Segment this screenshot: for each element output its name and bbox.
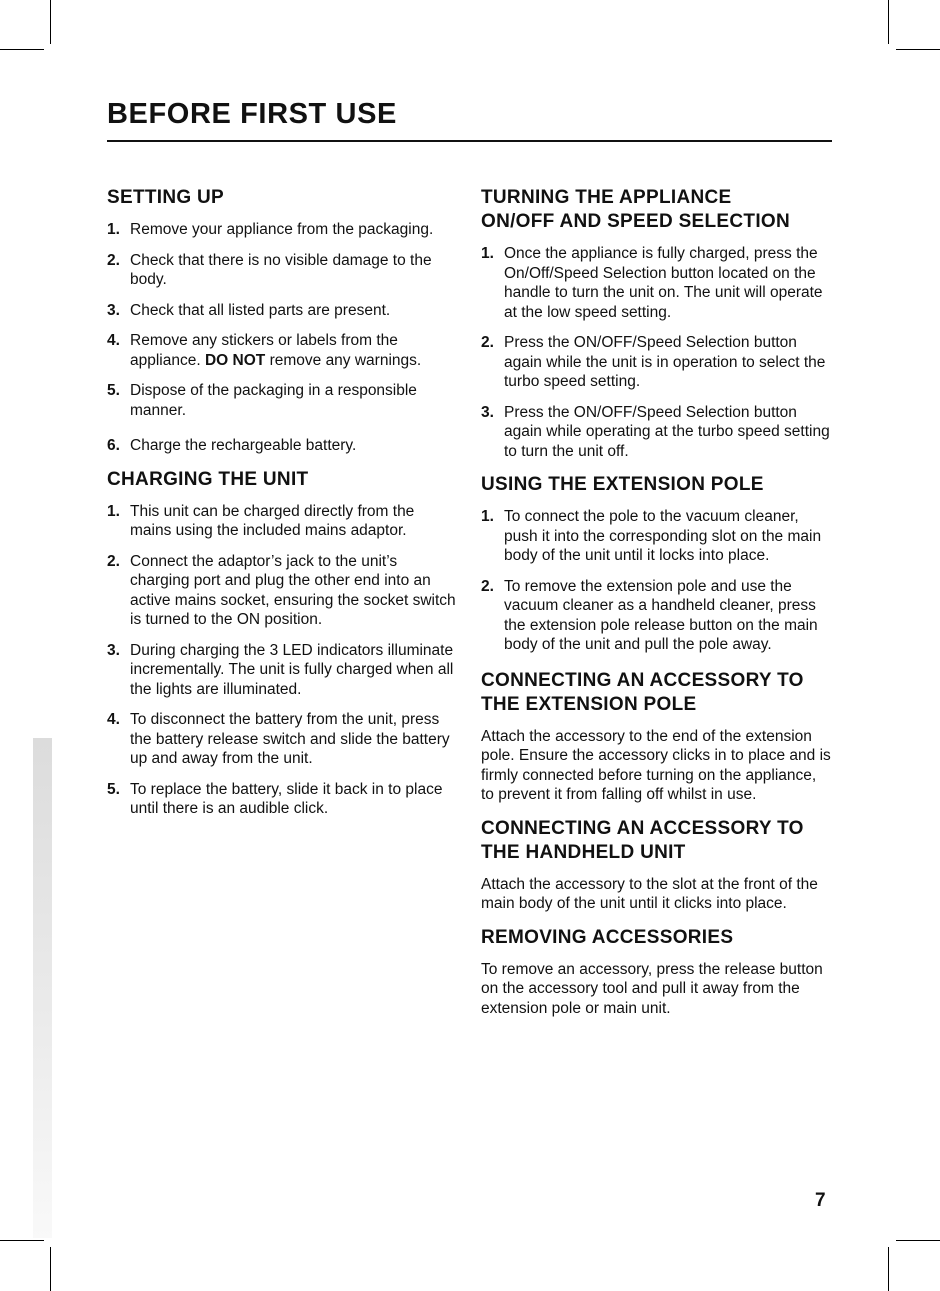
page-number: 7 [815,1190,826,1211]
crop-mark-top-right-h [896,49,940,50]
accessory-handheld-title-line1: CONNECTING AN ACCESSORY TO [481,817,804,839]
accessory-handheld-text: Attach the accessory to the slot at the front of the main body of the unit until it clicks into place. [481,875,818,912]
item-number: 1. [107,221,120,238]
item-text: Dispose of the packaging in a responsible manner. [130,382,417,419]
item-text: To connect the pole to the vacuum cleaner, push it into the corresponding slot on the main body of the unit until it locks into place. [504,508,822,564]
crop-mark-bottom-left-h [0,1240,44,1241]
item-number: 1. [107,502,120,520]
charging-list [107,502,457,819]
item-text: To replace the battery, slide it back in to place until there is an audible click. [130,780,443,817]
item-number: 4. [107,332,120,349]
item-number: 1. [481,245,494,262]
accessory-handheld-title-line2: THE HANDHELD UNIT [481,841,686,863]
accessory-pole-text: Attach the accessory to the end of the extension pole. Ensure the accessory clicks in to place and is firmly connected before turning on the appliance, to prevent it from falling off whilst in use. [481,727,831,803]
list-item [107,552,457,630]
item-text: Charge the rechargeable battery. [130,437,357,454]
extension-pole-title: USING THE EXTENSION POLE [481,474,764,495]
crop-mark-bottom-right-h [896,1240,940,1241]
item-text: Check that all listed parts are present. [130,301,391,319]
warning-emphasis: DO NOT [204,351,266,369]
item-text: To disconnect the battery from the unit, press the battery release switch and slide the battery up and away from the unit. [130,711,450,767]
accessory-pole-title [481,669,833,717]
extension-pole-list [481,507,833,655]
accessory-pole-title-line2: THE EXTENSION POLE [481,693,697,715]
page-title: BEFORE FIRST USE [107,98,397,130]
list-item [107,710,457,769]
item-number: 5. [107,780,120,798]
list-item [107,331,457,370]
turning-on-list [481,244,833,461]
item-number: 2. [481,334,494,351]
item-text-post: remove any warnings. [265,351,422,369]
item-text: This unit can be charged directly from the mains using the included mains adaptor. [130,502,415,539]
list-item [107,381,457,420]
item-number: 5. [107,382,120,399]
list-item [107,641,457,700]
accessory-handheld-title [481,817,833,865]
item-number: 3. [107,641,120,659]
item-number: 3. [107,301,120,319]
list-item [481,507,833,566]
list-item [107,780,457,819]
right-column [481,186,833,1018]
setting-up-title: SETTING UP [107,187,225,208]
item-text: Connect the adaptor’s jack to the unit’s charging port and plug the other end into an active mains socket, ensuring the socket switch is turned to the ON position. [130,552,456,628]
list-item [481,577,833,655]
charging-title: CHARGING THE UNIT [107,468,309,490]
item-text: Press the ON/OFF/Speed Selection button again while operating at the turbo speed setting to turn the unit off. [504,403,830,460]
left-column [107,186,457,819]
list-item [107,502,457,541]
item-number: 2. [107,552,120,570]
list-item [107,301,457,321]
item-number: 1. [481,508,494,525]
item-text [130,331,457,370]
item-number: 2. [107,251,120,269]
list-item [481,244,833,322]
side-tab [33,738,52,1238]
item-text: Once the appliance is fully charged, press the On/Off/Speed Selection button located on the handle to turn the unit on. The unit will operate at the low speed setting. [504,245,823,321]
item-text: Remove your appliance from the packaging. [130,221,434,238]
crop-mark-top-left [50,0,51,44]
item-text: To remove the extension pole and use the vacuum cleaner as a handheld cleaner, press the extension pole release button on the main body of the unit and pull the pole away. [504,577,818,653]
list-item [107,436,457,456]
crop-mark-top-right [888,0,889,44]
list-item [481,333,833,392]
accessory-pole-title-line1: CONNECTING AN ACCESSORY TO [481,669,804,691]
item-number: 6. [107,437,120,454]
item-number: 2. [481,577,494,595]
crop-mark-bottom-right [888,1247,889,1291]
item-text: Press the ON/OFF/Speed Selection button again while the unit is in operation to select the turbo speed setting. [504,334,826,390]
removing-title: REMOVING ACCESSORIES [481,926,734,948]
item-number: 3. [481,403,494,421]
turning-on-title-line1: TURNING THE APPLIANCE [481,187,732,208]
item-text: Check that there is no visible damage to the body. [130,251,432,288]
crop-mark-top-left-h [0,49,44,50]
setting-up-list [107,220,457,456]
list-item [107,220,457,240]
item-text: During charging the 3 LED indicators illuminate incrementally. The unit is fully charged when all the lights are illuminated. [130,641,454,698]
removing-text: To remove an accessory, press the release button on the accessory tool and pull it away from the extension pole or main unit. [481,960,823,1017]
title-rule [107,140,832,142]
list-item [481,403,833,462]
crop-mark-bottom-left [50,1247,51,1291]
turning-on-title-line2: ON/OFF AND SPEED SELECTION [481,211,791,232]
item-text-pre: Remove any stickers or labels from the appliance. [130,332,398,369]
turning-on-title [481,186,833,234]
list-item [107,251,457,290]
item-number: 4. [107,711,120,728]
